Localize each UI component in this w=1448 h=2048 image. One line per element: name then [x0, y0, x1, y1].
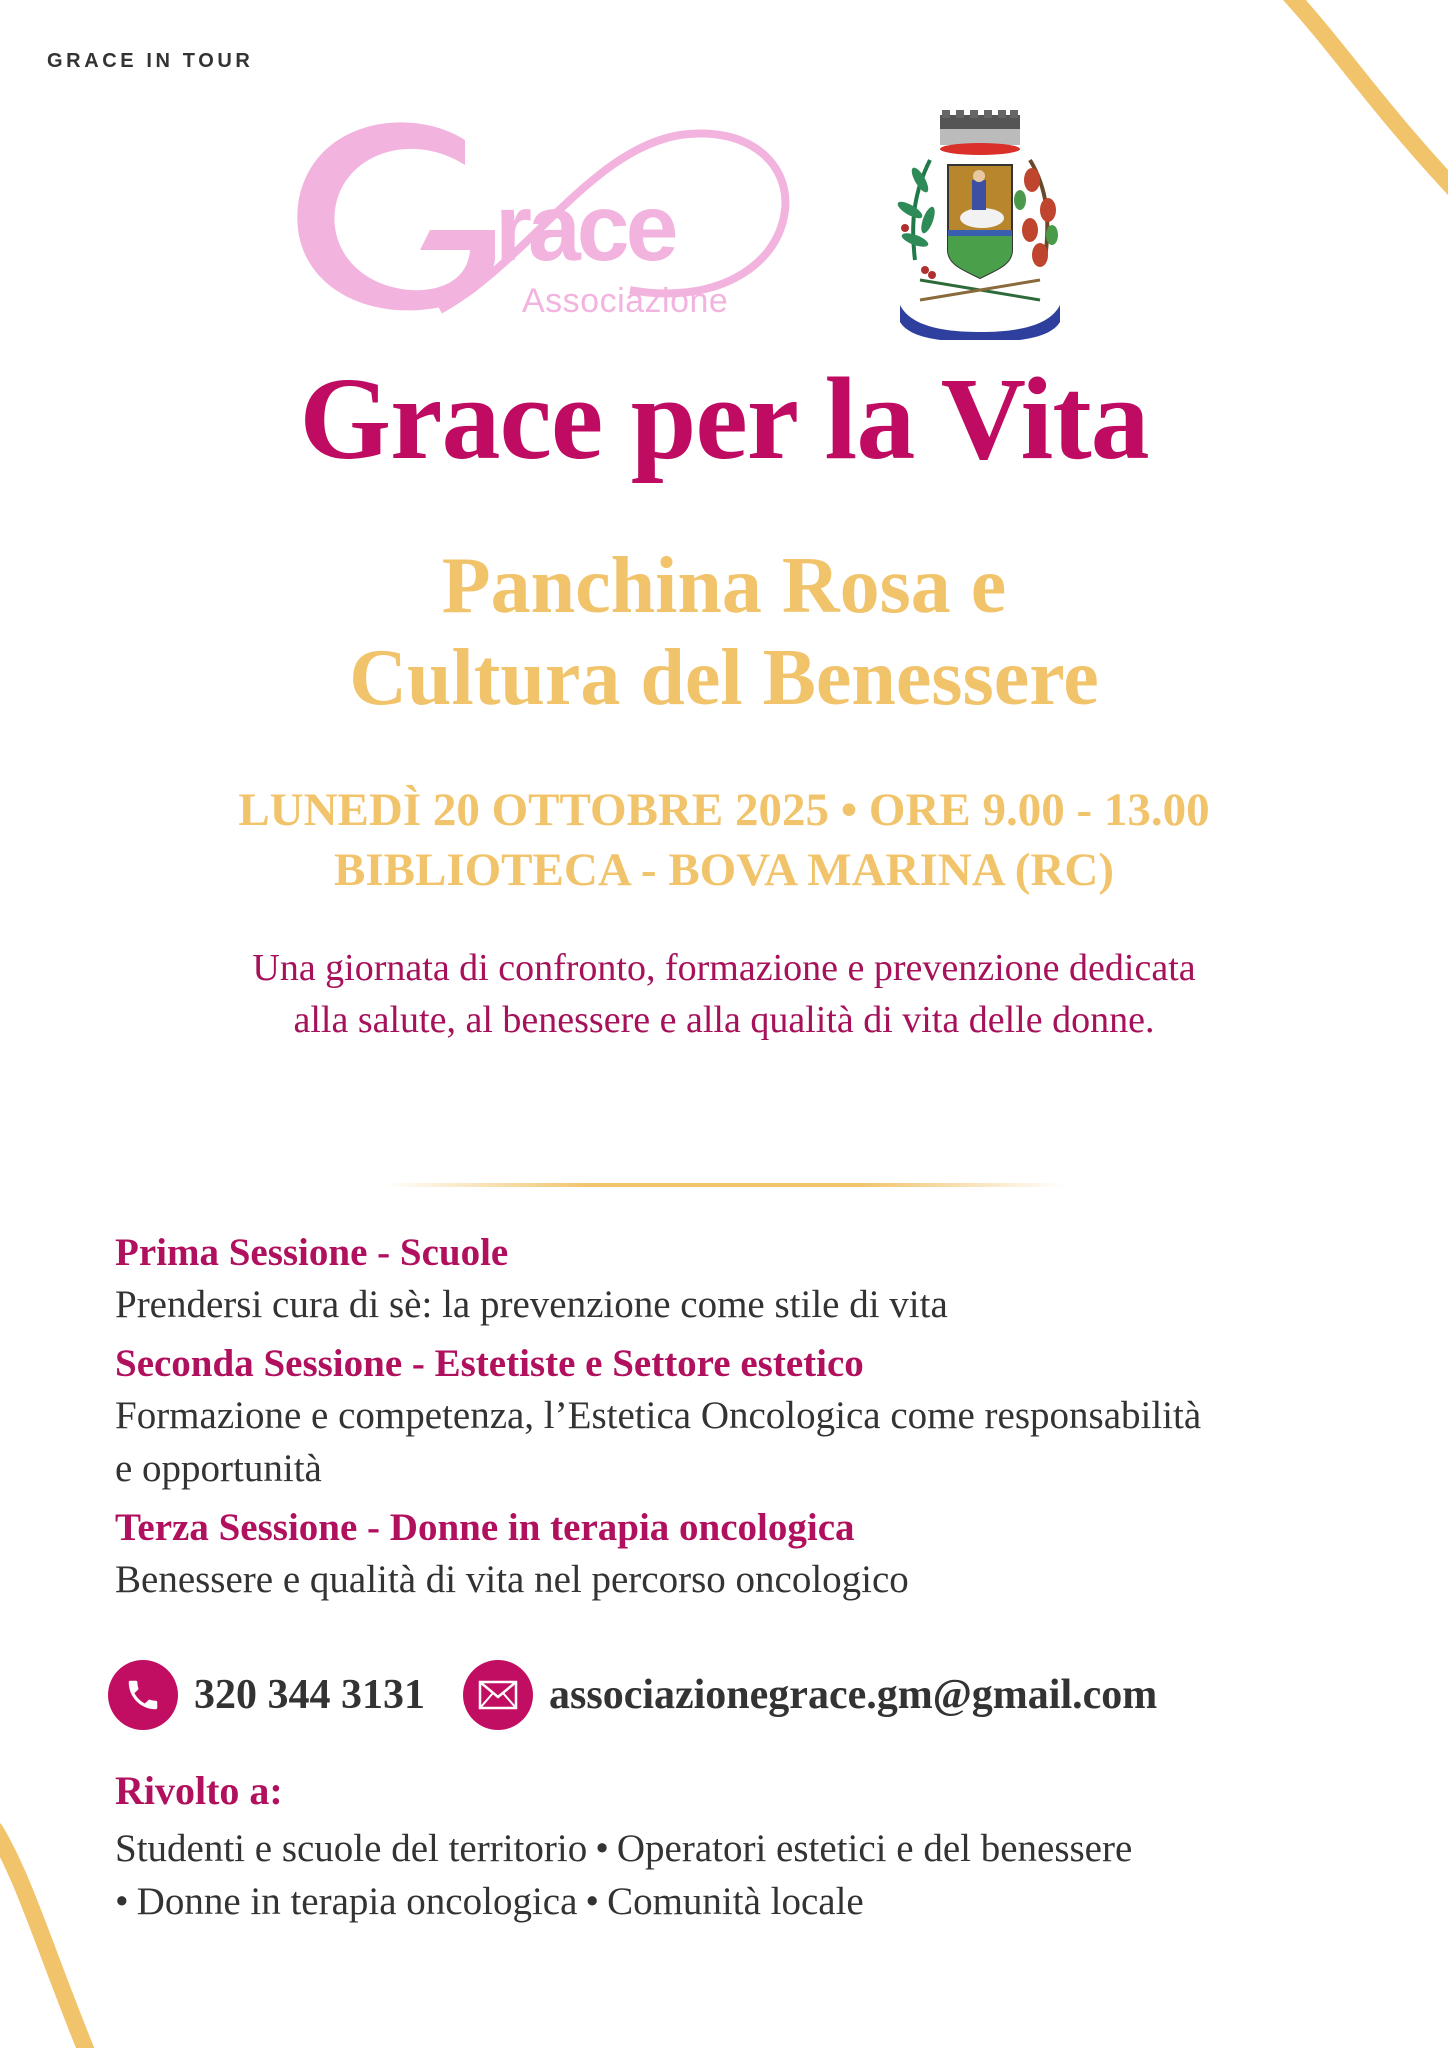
intro-line: Una giornata di confronto, formazione e prevenzione dedicata: [252, 947, 1196, 989]
envelope-icon: [463, 1660, 533, 1730]
gold-divider: [385, 1183, 1065, 1187]
audience-item: Operatori estetici e del benessere: [616, 1827, 1133, 1870]
session-title: Terza Sessione - Donne in terapia oncologica: [115, 1506, 855, 1549]
session-description: Benessere e qualità di vita nel percorso oncologico: [115, 1558, 909, 1601]
audience-item: Studenti e scuole del territorio: [115, 1827, 588, 1870]
bullet-separator: •: [115, 1880, 129, 1923]
event-details: [0, 780, 1448, 900]
gold-curve-top-right: [1280, 0, 1448, 200]
audience-title: Rivolto a:: [115, 1768, 283, 1813]
session-title: Seconda Sessione - Estetiste e Settore estetico: [115, 1342, 864, 1385]
target-audience: [115, 1764, 1415, 1928]
bova-marina-crest: [880, 110, 1080, 340]
email-address[interactable]: associazionegrace.gm@gmail.com: [549, 1672, 1158, 1718]
sessions-list: [115, 1228, 1365, 1614]
kicker-label: GRACE IN TOUR: [47, 50, 254, 72]
phone-number[interactable]: 320 344 3131: [194, 1672, 425, 1718]
audience-item: Comunità locale: [607, 1880, 864, 1923]
email-contact[interactable]: [463, 1660, 1157, 1730]
subtitle-line: Cultura del Benessere: [349, 634, 1099, 722]
contact-bar: [108, 1659, 1157, 1731]
audience-line: [115, 1875, 1415, 1928]
svg-text:race: race: [495, 175, 675, 281]
subtitle-line: Panchina Rosa e: [441, 542, 1007, 630]
crest-ribbon-label: BOVA MARINA: [942, 320, 1018, 331]
bullet-separator: •: [595, 1827, 609, 1870]
phone-contact[interactable]: [108, 1660, 425, 1730]
event-intro: [0, 942, 1448, 1046]
logo-subtitle: Associazione: [522, 282, 729, 320]
intro-line: alla salute, al benessere e alla qualità di vita delle donne.: [293, 999, 1155, 1041]
phone-icon: [108, 1660, 178, 1730]
session-title: Prima Sessione - Scuole: [115, 1231, 509, 1274]
grace-logo: [290, 110, 790, 330]
coat-of-arms-icon: [880, 110, 1080, 340]
session-item: [115, 1503, 1365, 1606]
bullet-separator: •: [585, 1880, 600, 1923]
session-item: [115, 1339, 1365, 1495]
gold-curve-bottom-left: [0, 1820, 110, 2048]
session-item: [115, 1228, 1365, 1331]
audience-item: Donne in terapia oncologica: [136, 1880, 578, 1923]
audience-line: [115, 1822, 1415, 1875]
event-title: Grace per la Vita: [299, 353, 1149, 484]
session-description: Prendersi cura di sè: la prevenzione come stile di vita: [115, 1283, 948, 1326]
event-location: BIBLIOTECA - BOVA MARINA (RC): [334, 844, 1114, 896]
session-description: Formazione e competenza, l’Estetica Oncologica come responsabilità e opportunità: [115, 1394, 1202, 1490]
event-date-time: LUNEDÌ 20 OTTOBRE 2025 • ORE 9.00 - 13.00: [238, 784, 1210, 836]
event-subtitle: [0, 540, 1448, 724]
